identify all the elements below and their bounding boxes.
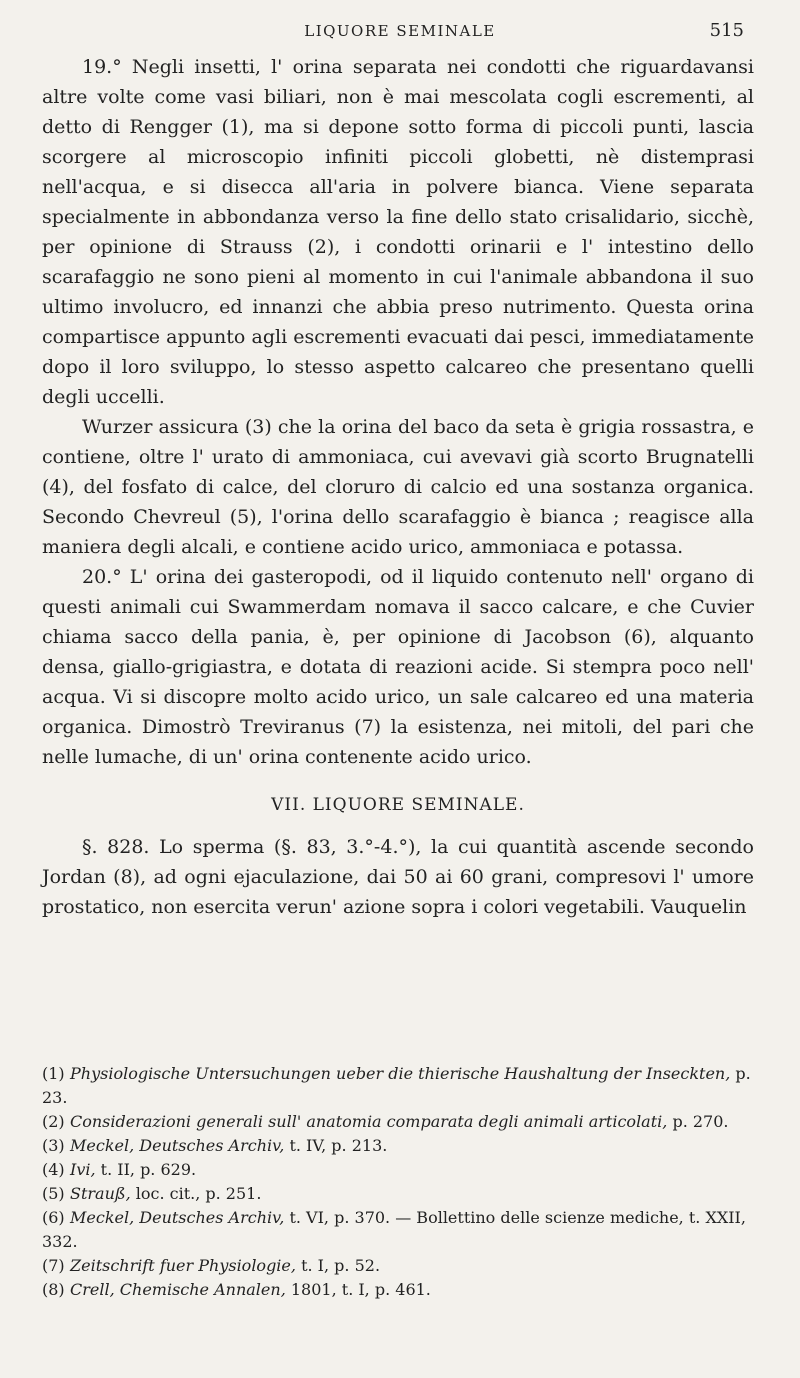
footnote-rest: t. I, p. 52.	[295, 1256, 381, 1275]
footnote-6	[42, 1206, 754, 1254]
footnote-2	[42, 1110, 754, 1134]
footnote-number: (5)	[42, 1184, 65, 1203]
footnote-rest: loc. cit., p. 251.	[130, 1184, 262, 1203]
footnote-rest: p. 270.	[667, 1112, 729, 1131]
footnote-title: Physiologische Untersuchungen ueber die thierische Haushaltung der Inseckten,	[70, 1064, 731, 1083]
footnote-7	[42, 1254, 754, 1278]
paragraph-3: 20.° L' orina dei gasteropodi, od il liquido contenuto nell' organo di questi animali cui Swammerdam nomava il sacco calcare, e che Cuvier chiama sacco della pania, è, per opinione di Jacobson (6), alquanto densa, giallo-grigiastra, e dotata di reazioni acide. Si stempra poco nell' acqua. Vi si discopre molto acido urico, un sale calcareo ed una materia organica. Dimostrò Treviranus (7) la esistenza, nei mitoli, del pari che nelle lumache, di un' orina contenente acido urico.	[42, 566, 754, 768]
footnote-title: Zeitschrift fuer Physiologie,	[70, 1256, 296, 1275]
footnote-number: (7)	[42, 1256, 65, 1275]
running-title: LIQUORE SEMINALE	[304, 22, 496, 40]
paragraph-2: Wurzer assicura (3) che la orina del baco da seta è grigia rossastra, e contiene, oltre l' urato di ammoniaca, cui avevavi già scorto Brugnatelli (4), del fosfato di calce, del cloruro di calcio ed una sostanza organica. Secondo Chevreul (5), l'orina dello scarafaggio è bianca ; reagisce alla maniera degli alcali, e contiene acido urico, ammoniaca e potassa.	[42, 416, 754, 558]
footnote-number: (8)	[42, 1280, 65, 1299]
footnote-number: (1)	[42, 1064, 65, 1083]
footnote-3	[42, 1134, 754, 1158]
footnote-rest: 1801, t. I, p. 461.	[285, 1280, 431, 1299]
footnote-title: Strauß,	[70, 1184, 131, 1203]
page-number: 515	[709, 20, 744, 41]
footnote-8	[42, 1278, 754, 1302]
footnote-number: (4)	[42, 1160, 65, 1179]
footnote-number: (2)	[42, 1112, 65, 1131]
footnote-title: Considerazioni generali sull' anatomia comparata degli animali articolati,	[70, 1112, 668, 1131]
footnote-number: (6)	[42, 1208, 65, 1227]
footnote-rest: t. IV, p. 213.	[284, 1136, 388, 1155]
footnote-rest: t. VI, p. 370. — Bollettino delle scienze mediche, t. XXII, 332.	[42, 1208, 746, 1251]
footnote-number: (3)	[42, 1136, 65, 1155]
paragraph-1: 19.° Negli insetti, l' orina separata nei condotti che riguardavansi altre volte come vasi biliari, non è mai mescolata cogli escrementi, al detto di Rengger (1), ma si depone sotto forma di piccoli punti, lascia scorgere al microscopio infiniti piccoli globetti, nè distemprasi nell'acqua, e si disecca all'aria in polvere bianca. Viene separata specialmente in abbondanza verso la fine dello stato crisalidario, sicchè, per opinione di Strauss (2), i condotti orinarii e l' intestino dello scarafaggio ne sono pieni al momento in cui l'animale abbandona il suo ultimo involucro, ed innanzi che abbia preso nutrimento. Questa orina compartisce appunto agli escrementi evacuati dai pesci, immediatamente dopo il loro sviluppo, lo stesso aspetto calcareo che presentano quelli degli uccelli.	[42, 56, 754, 408]
section-paragraph: §. 828. Lo sperma (§. 83, 3.°-4.°), la cui quantità ascende secondo Jordan (8), ad ogni ejaculazione, dai 50 ai 60 grani, compresovi l' umore prostatico, non esercita verun' azione sopra i colori vegetabili. Vauquelin	[42, 836, 754, 918]
footnote-4	[42, 1158, 754, 1182]
footnote-title: Meckel, Deutsches Archiv,	[70, 1208, 285, 1227]
footnote-title: Meckel, Deutsches Archiv,	[70, 1136, 285, 1155]
footnote-title: Ivi,	[70, 1160, 96, 1179]
footnotes	[42, 1062, 754, 1302]
main-text	[42, 52, 754, 922]
section-title: VII. LIQUORE SEMINALE.	[271, 795, 525, 815]
footnote-rest: p. 23.	[42, 1064, 751, 1107]
footnote-1	[42, 1062, 754, 1110]
footnote-title: Crell, Chemische Annalen,	[70, 1280, 286, 1299]
footnote-5	[42, 1182, 754, 1206]
footnote-rest: t. II, p. 629.	[95, 1160, 197, 1179]
